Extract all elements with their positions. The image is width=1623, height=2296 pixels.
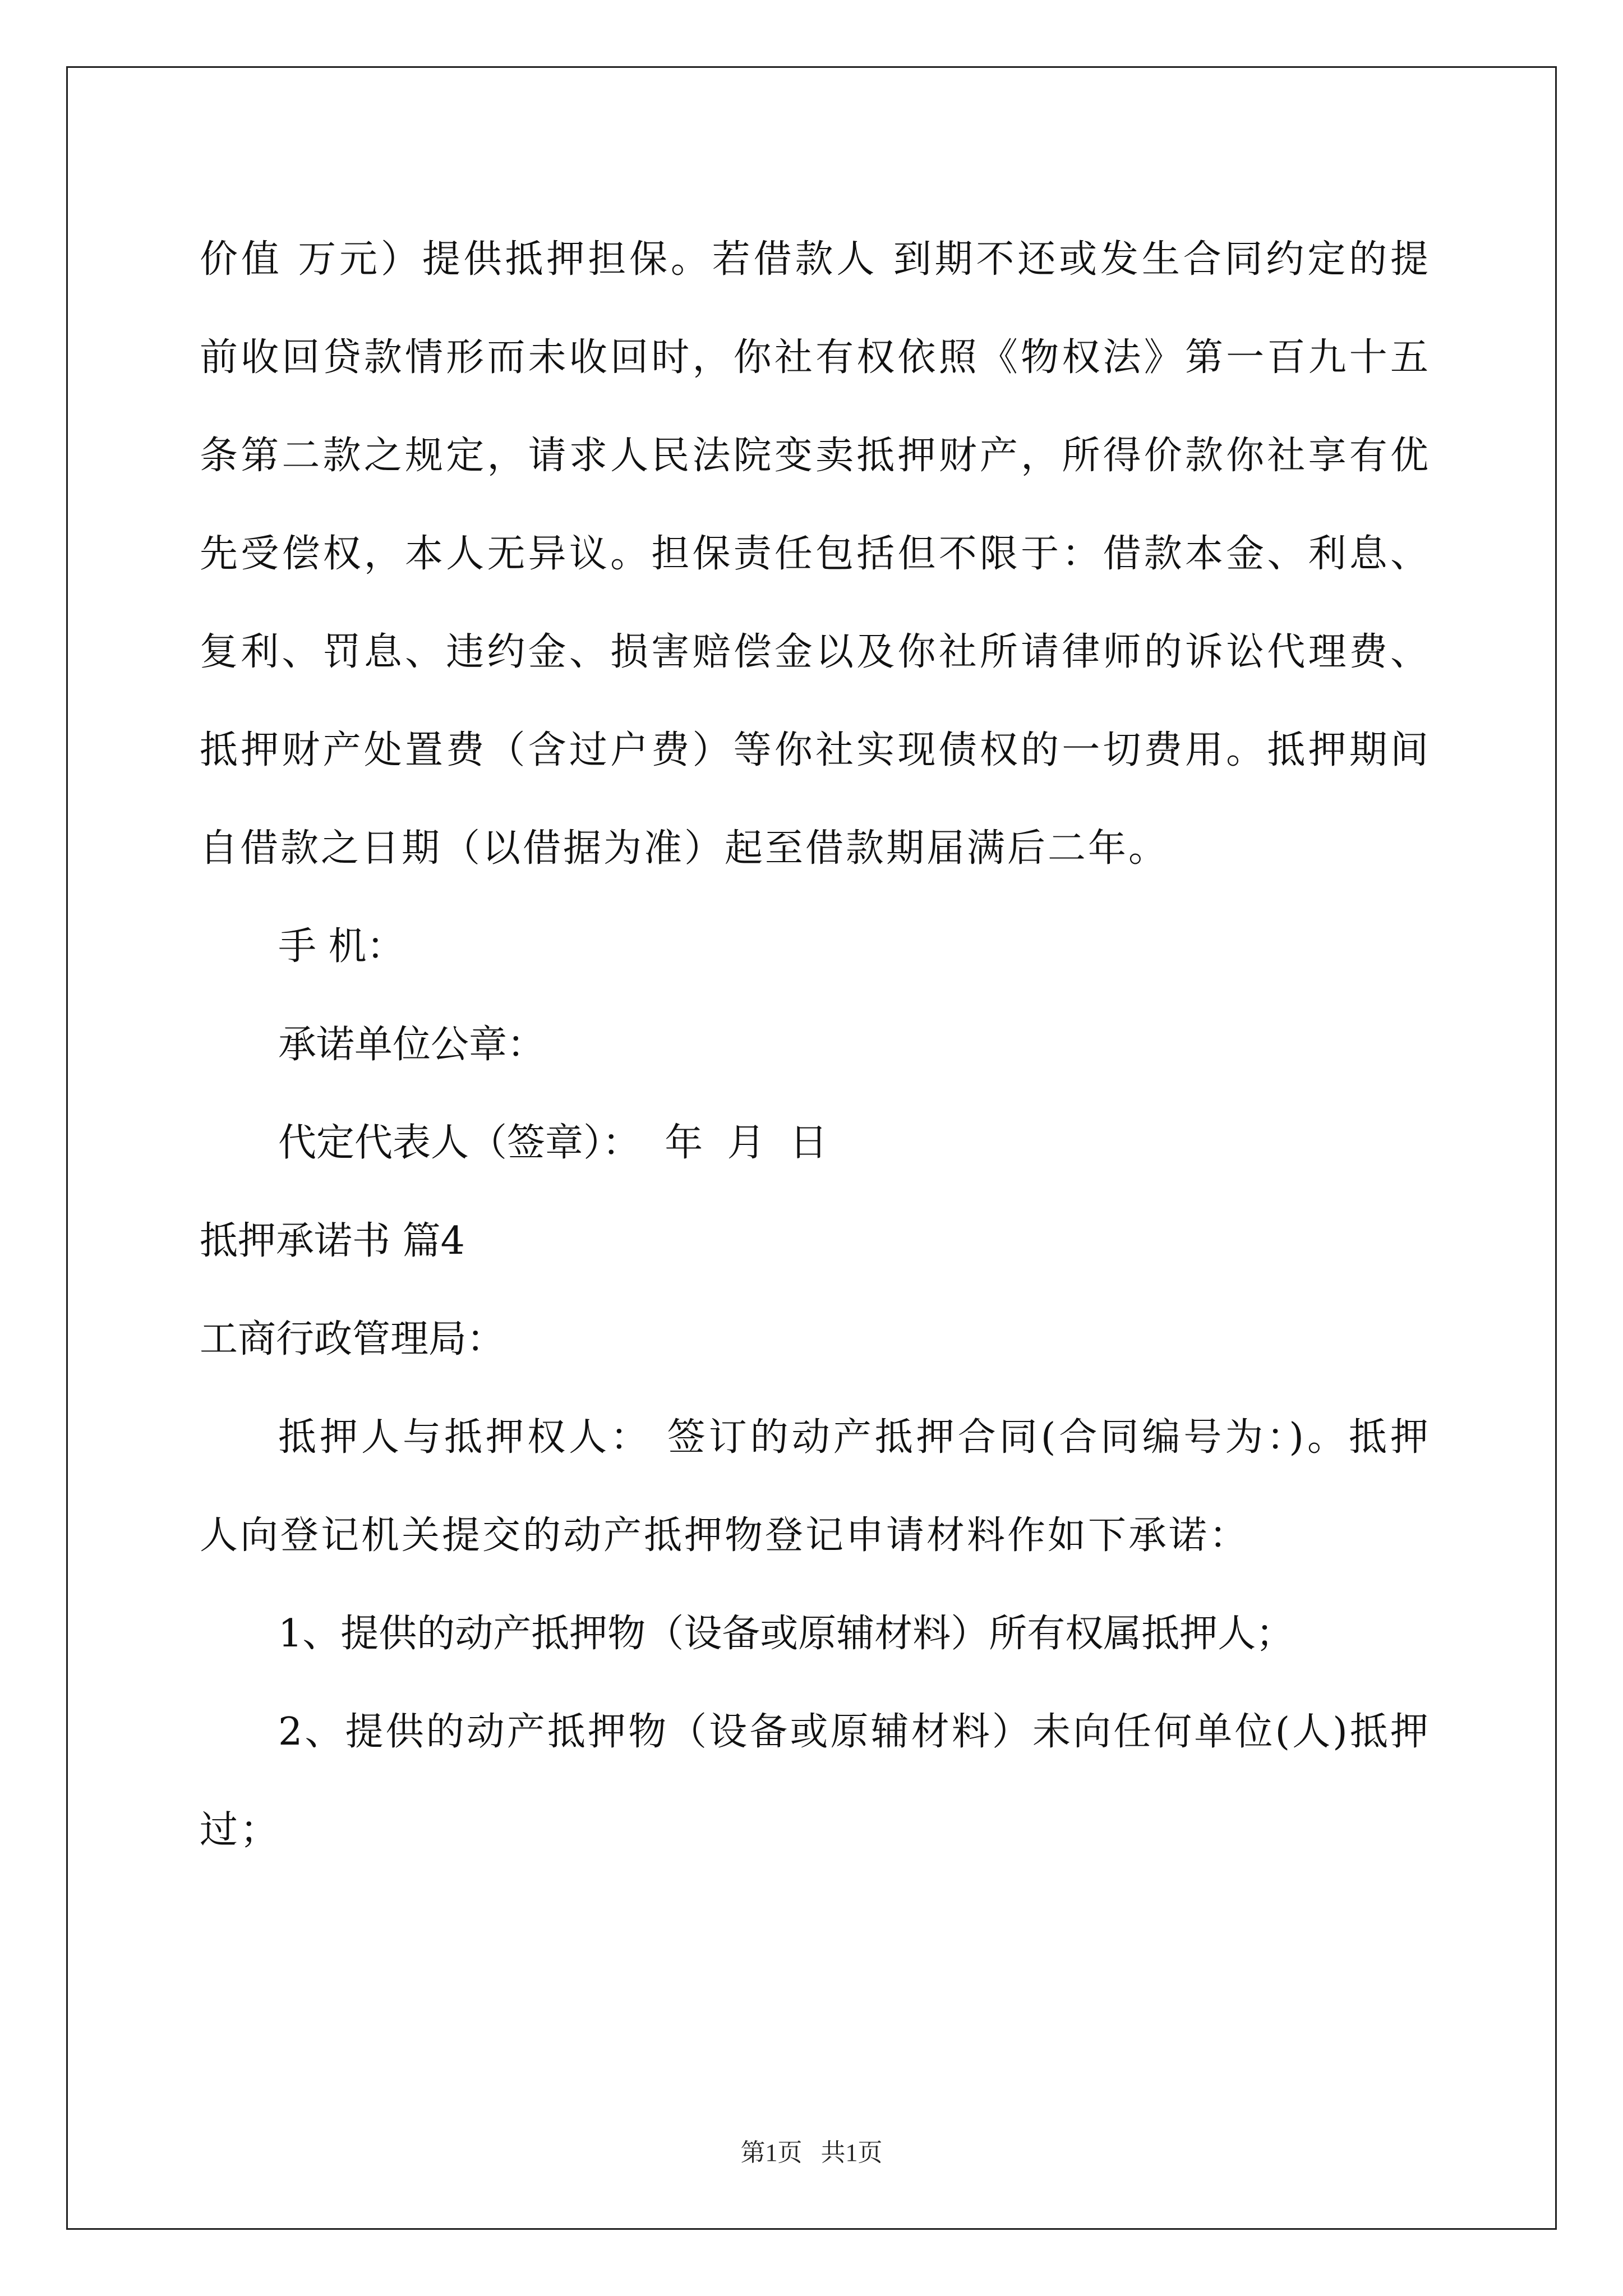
legal-representative-line: 代定代表人（签章）： 年 月 日	[278, 1121, 828, 1165]
phone-line: 手 机：	[278, 924, 405, 969]
paragraph-contract-intro: 抵押人与抵押权人： 签订的动产抵押合同(合同编号为：)。抵押人向登记机关提交的动产抵押物登记申请材料作如下承诺：	[200, 1415, 1431, 1558]
addressee-line: 工商行政管理局：	[200, 1317, 505, 1361]
paragraph-mortgage-guarantee: 价值 万元）提供抵押担保。若借款人 到期不还或发生合同约定的提前收回贷款情形而未收回时，你社有权依照《物权法》第一百九十五条第二款之规定，请求人民法院变卖抵押财产，所得价款你社享有优先受偿权，本人无异议。担保责任包括但不限于：借款本金、利息、复利、罚息、违约金、损害赔偿金以及你社所请律师的诉讼代理费、抵押财产处置费（含过户费）等你社实现债权的一切费用。抵押期间自借款之日期（以借据为准）起至借款期届满后二年。	[200, 237, 1431, 871]
company-seal-line: 承诺单位公章：	[278, 1023, 546, 1067]
section-heading-4: 抵押承诺书 篇4	[200, 1219, 465, 1263]
page-number-footer: 第1页 共1页	[740, 2139, 883, 2166]
commitment-item-1: 1、提供的动产抵押物（设备或原辅材料）所有权属抵押人；	[278, 1612, 1294, 1656]
commitment-item-2: 2、提供的动产抵押物（设备或原辅材料）未向任何单位(人)抵押过；	[200, 1710, 1431, 1852]
document-body	[200, 210, 1431, 1879]
